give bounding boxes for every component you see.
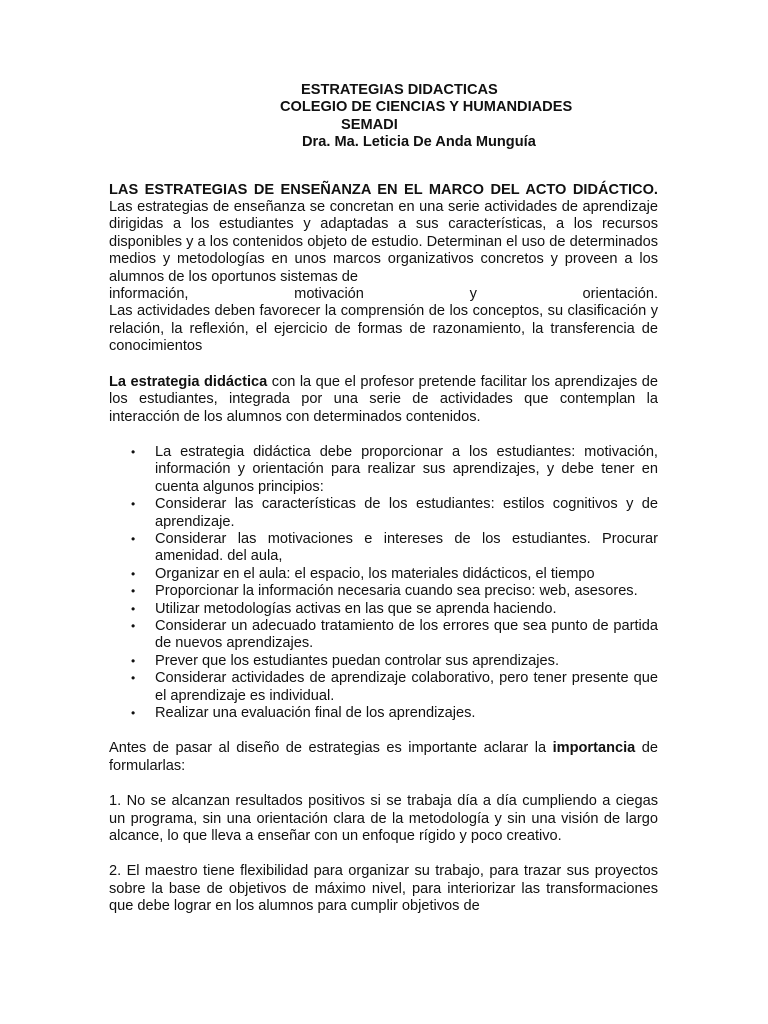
list-item [131,583,658,600]
list-item [131,600,658,618]
list-item [131,652,658,670]
bullet-icon: • [131,618,136,633]
section-text: de formularlas: [109,740,658,774]
numbered-item-2: 2. El maestro tiene flexibilidad para organizar su trabajo, para trazar sus proyectos sobre la base de objetivos de máximo nivel, para interiorizar las transformaciones que debe lograr en los alumnos para cumplir objetivos de [109,863,658,915]
bullet-icon: • [131,566,136,581]
list-item [131,670,658,705]
list-item-text: La estrategia didáctica debe proporcionar a los estudiantes: motivación, información y orientación para realizar sus aprendizajes, y debe tener en cuenta algunos principios: [155,443,658,495]
header-title: ESTRATEGIAS DIDACTICAS [301,82,498,98]
list-item [131,617,658,653]
principles-list [109,444,658,723]
bullet-icon: • [131,601,136,616]
list-item-text: Considerar las motivaciones e intereses de los estudiantes. Procurar amenidad. del aula, [155,530,658,565]
section-estrategia-didactica [109,374,658,426]
section-text: Antes de pasar al diseño de estrategias es importante aclarar la [109,740,553,757]
section-text: con la que el profesor pretende facilitar los aprendizajes de los estudiantes, integrada por una serie de actividades que contemplan la interacción de los alumnos con determinados contenidos. [109,373,658,425]
list-item [131,530,658,566]
list-item-text: Considerar actividades de aprendizaje colaborativo, pero tener presente que el aprendizaje es individual. [155,670,658,704]
bullet-icon: • [131,671,136,686]
term-bold: importancia [552,740,636,757]
list-item-text: Proporcionar la información necesaria cuando sea preciso: web, asesores. [155,583,638,600]
section-title: LAS ESTRATEGIAS DE ENSEÑANZA EN EL MARCO DEL ACTO DIDÁCTICO. [109,181,658,198]
list-item-text: Utilizar metodologías activas en las que se aprenda haciendo. [155,600,557,617]
header-institution: COLEGIO DE CIENCIAS Y HUMANDIADES [280,99,573,116]
list-item [131,443,658,496]
list-item-text: Organizar en el aula: el espacio, los materiales didácticos, el tiempo [155,565,595,582]
document-page [109,82,658,934]
section-estrategias-ensenanza [109,182,658,356]
bullet-icon: • [131,497,136,512]
bullet-icon: • [131,584,136,599]
bullet-icon: • [131,531,136,546]
list-item-text: Considerar un adecuado tratamiento de los errores que sea punto de partida de nuevos aprendizajes. [155,617,658,652]
header-program: SEMADI [341,116,398,133]
term-bold: La estrategia didáctica [109,373,268,390]
header-author: Dra. Ma. Leticia De Anda Munguía [302,134,536,151]
bullet-icon: • [131,444,136,459]
section-text-line: información, motivación y orientación. [109,286,658,303]
document-header [109,82,658,152]
list-item [131,496,658,531]
list-item-text: Realizar una evaluación final de los aprendizajes. [155,705,476,721]
list-item-text: Considerar las características de los estudiantes: estilos cognitivos y de aprendizaje. [155,496,658,530]
section-text: Las actividades deben favorecer la comprensión de los conceptos, su clasificación y relación, la reflexión, el ejercicio de formas de razonamiento, la transferencia de conocimientos [109,303,658,355]
bullet-icon: • [131,653,136,668]
bullet-icon: • [131,706,136,720]
numbered-item-1: 1. No se alcanzan resultados positivos si se trabaja día a día cumpliendo a ciegas un programa, sin una orientación clara de la metodología y sin una visión de largo alcance, lo que lleva a enseñar con un enfoque rígido y poco creativo. [109,793,658,845]
list-item-text: Prever que los estudiantes puedan controlar sus aprendizajes. [155,652,560,669]
section-importancia [109,740,658,775]
section-text: Las estrategias de enseñanza se concretan en una serie actividades de aprendizaje dirigidas a los estudiantes y adaptadas a sus características, a los recursos disponibles y a los contenidos objeto de estudio. Determinan el uso de determinados medios y metodologías en unos marcos organizativos concretos y proveen a los alumnos de los oportunos sistemas de [109,199,658,285]
list-item [131,565,658,583]
list-item [131,705,658,722]
